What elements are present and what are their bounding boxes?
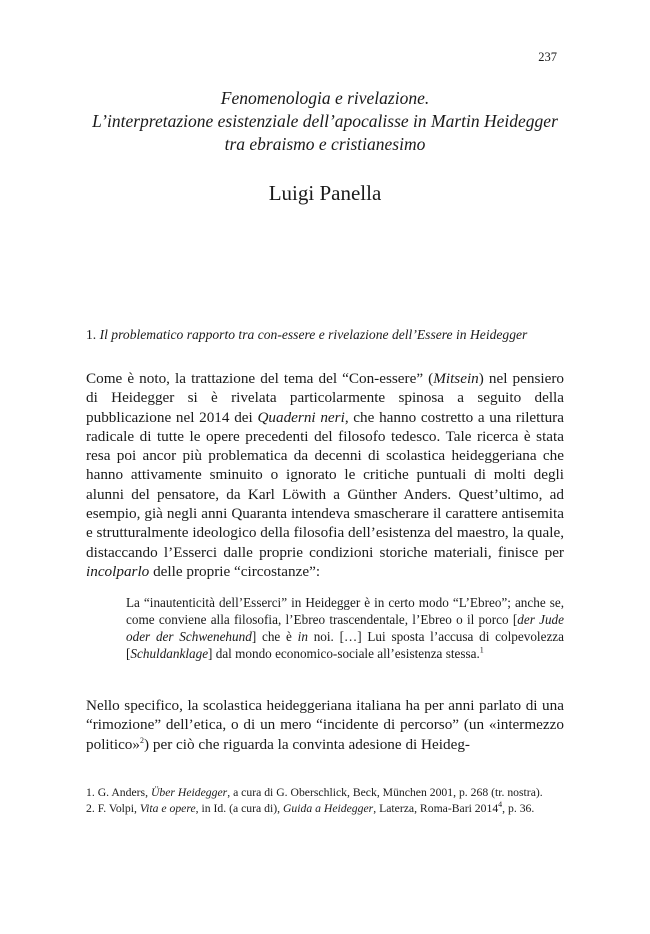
title-line-2: L’interpretazione esistenziale dell’apocalisse in Martin Heidegger: [92, 111, 558, 131]
italic-term: der Jude oder der Schwenehund: [126, 612, 564, 644]
edition-superscript: 4: [498, 799, 503, 809]
text-span: ] che è: [251, 629, 298, 644]
text-span: , in Id. (a cura di),: [195, 801, 283, 815]
text-span: Come è noto, la trattazione del tema del “Con-essere” (: [86, 370, 434, 387]
text-span: ) nel pensiero di Heidegger si è rivelata particolarmente spinosa a seguito della pubblicazione nel 2014 dei: [86, 370, 564, 426]
block-quote: [126, 594, 564, 662]
footnotes: [86, 786, 564, 818]
body-paragraph-2: [86, 696, 564, 754]
italic-term: Schuldanklage: [130, 646, 209, 661]
italic-term: Mitsein: [433, 370, 479, 387]
title-line-3: tra ebraismo e cristianesimo: [224, 134, 426, 154]
italic-term: Quaderni neri: [257, 408, 345, 426]
text-span: 2. F. Volpi,: [86, 801, 140, 815]
italic-term: Vita e opere: [139, 801, 196, 815]
section-number: 1.: [86, 327, 97, 342]
author-name: Luigi Panella: [268, 181, 382, 205]
text-span: 1. G. Anders,: [86, 786, 151, 799]
text-span: , p. 36.: [502, 801, 535, 815]
italic-term: incolparlo: [86, 562, 150, 580]
text-span: , Laterza, Roma-Bari 2014: [373, 801, 499, 815]
italic-term: Guida a Heidegger: [282, 801, 374, 815]
footnote-1: [86, 786, 564, 801]
section-title: Il problematico rapporto tra con-essere e rivelazione dell’Essere in Heidegger: [99, 327, 528, 342]
italic-term: in: [297, 629, 308, 644]
italic-term: Über Heidegger: [150, 786, 228, 799]
body-paragraph-1: [86, 369, 564, 581]
text-span: delle proprie “circostanze”:: [149, 562, 321, 580]
text-span: Nello specifico, la scolastica heideggeriana italiana ha per anni parlato di una “rimozione” dell’etica, o di un mero “incidente di percorso” (un «intermezzo politico»: [86, 697, 564, 753]
text-span: ] dal mondo economico-sociale all’esistenza stessa.: [208, 646, 480, 661]
text-span: , a cura di G. Oberschlick, Beck, München 2001, p. 268 (tr. nostra).: [227, 786, 543, 799]
footnote-ref-2[interactable]: 2: [140, 735, 144, 745]
text-span: noi. […] Lui sposta l’accusa di colpevolezza [: [126, 629, 564, 661]
section-heading: [86, 327, 566, 343]
article-title: [86, 87, 564, 156]
footnote-ref-1[interactable]: 1: [479, 645, 484, 655]
text-span: , che hanno costretto a una rilettura radicale di tutte le opere precedenti del filosofo tedesco. Tale ricerca è stata resa poi ancor più problematica da decenni di scolastica heideggeriana che hanno attivamente sminuito o ignorato le critiche puntuali di molti degli alunni del pensatore, da Karl Löwith a Günther Anders. Quest’ultimo, ad esempio, già negli anni Quaranta intendeva smascherare il carattere antisemita e strutturalmente ideologico della filosofia dell’esistenza del maestro, la quale, distaccando l’Esserci dalle proprie condizioni storiche materiali, finisce per: [86, 408, 564, 561]
text-span: La “inautenticità dell’Esserci” in Heidegger è in certo modo “L’Ebreo”; anche se, come conviene alla filosofia, l’Ebreo trascendentale, l’Ebreo o il porco [: [126, 595, 564, 627]
footnote-2: [86, 799, 564, 817]
title-line-1: Fenomenologia e rivelazione.: [220, 88, 430, 108]
text-span: ) per ciò che riguarda la convinta adesione di Heideg-: [144, 735, 470, 753]
page-number: 237: [538, 50, 557, 64]
